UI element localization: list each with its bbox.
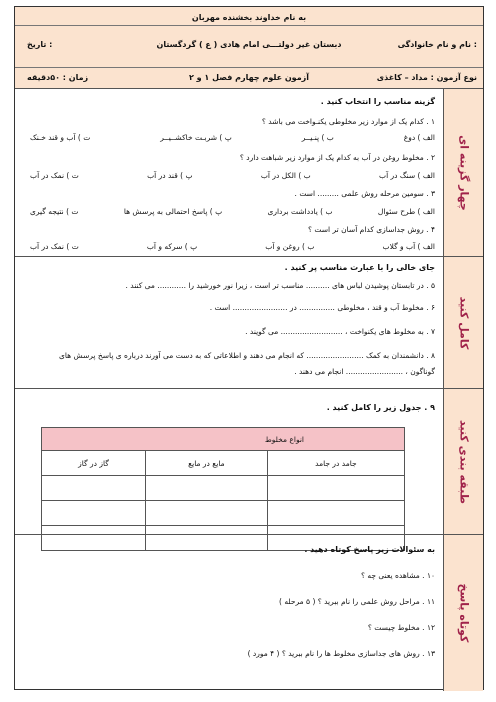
section-side-label: کامل کنید: [443, 257, 483, 388]
question-2: ۲ . مخلوط روغن در آب به کدام یک از موارد زیر شباهت دارد ؟: [239, 153, 435, 162]
option[interactable]: پ ) پاسخ احتمالی به پرسش ها: [123, 207, 223, 216]
option[interactable]: الف ) آب و گلاب: [382, 242, 435, 251]
question-7: ۷ . به مخلوط های یکنواخت ، .......................... می گویند .: [245, 327, 435, 336]
section-side-label: طبقه بندی کنید: [443, 389, 483, 534]
section-title: جای خالی را با عبارت مناسب پر کنید .: [284, 263, 435, 272]
section-multiple-choice: [15, 89, 483, 257]
section-short-answer: [15, 535, 483, 691]
exam-header: [15, 7, 483, 89]
exam-type: نوع آزمون : مداد – کاغذی: [376, 73, 477, 82]
answer-cell[interactable]: [145, 501, 267, 526]
section-title: گزینه مناسب را انتخاب کنید .: [320, 97, 435, 106]
question-2-options: [30, 171, 435, 181]
option[interactable]: الف ) دوغ: [403, 133, 435, 142]
table-caption: انواع مخلوط: [42, 428, 405, 451]
question-12: ۱۲ . مخلوط چیست ؟: [367, 623, 435, 632]
question-5: ۵ . در تابستان پوشیدن لباس های .......... مناسب تر است ، زیرا نور خورشید را ............ می کنند .: [125, 281, 435, 290]
section-side-label: چهار گزینه ای: [443, 89, 483, 256]
exam-time: زمان : ۵۰دقیقه: [27, 73, 89, 82]
question-6: ۶ . مخلوط آب و قند ، مخلوطی ............... در ....................... است .: [209, 303, 435, 312]
option[interactable]: ت ) نمک در آب: [30, 171, 79, 180]
question-10: ۱۰ . مشاهده یعنی چه ؟: [360, 571, 435, 580]
question-1-options: [30, 133, 435, 143]
option[interactable]: ب ) الکل در آب: [260, 171, 311, 180]
school-name: دبستان غیر دولتـــی امام هادی ( ع ) گردگستان: [156, 40, 342, 49]
column-header: مایع در مایع: [145, 451, 267, 476]
date-label: تاریخ :: [27, 40, 53, 49]
section-fill-blanks: [15, 257, 483, 389]
section-title: ۹ . جدول زیر را کامل کنید .: [326, 403, 435, 412]
answer-cell[interactable]: [42, 501, 146, 526]
option[interactable]: پ ) قند در آب: [147, 171, 193, 180]
question-3: ۳ . سومین مرحله روش علمی ......... است .: [294, 189, 435, 198]
question-8: ۸ . دانشمندان به کمک ........................ که انجام می دهند و اطلاعاتی که به دست می آورند درباره ی پاسخ پرسش های: [58, 351, 435, 360]
question-1: ۱ . کدام یک از موارد زیر مخلوطی یکنـواخت می باشد ؟: [261, 117, 435, 126]
option[interactable]: ت ) نتیجه گیری: [30, 207, 79, 216]
mixtures-table: [41, 427, 405, 551]
answer-cell[interactable]: [42, 476, 146, 501]
question-11: ۱۱ . مراحل روش علمی را نام ببرید ؟ ( ۵ مرحله ): [279, 597, 435, 606]
section-title: به سئوالات زیر پاسخ کوتاه دهید .: [304, 545, 435, 554]
option[interactable]: الف ) طرح سئوال: [377, 207, 435, 216]
option[interactable]: ب ) روغن و آب: [265, 242, 315, 251]
answer-cell[interactable]: [267, 501, 404, 526]
exam-sheet: [14, 6, 484, 690]
name-label: نام و نام خانوادگی :: [397, 40, 477, 49]
column-header: جامد در جامد: [267, 451, 404, 476]
answer-cell[interactable]: [145, 476, 267, 501]
option[interactable]: پ ) شربـت خاکشــیــر: [160, 133, 232, 142]
option[interactable]: ت ) آب و قند خـنک: [30, 133, 91, 142]
bismillah: به نام خداوند بخشنده مهربان: [191, 13, 307, 22]
table-row: [42, 501, 405, 526]
question-3-options: [30, 207, 435, 217]
question-13: ۱۳ . روش های جداسازی مخلوط ها را نام ببرید ؟ ( ۴ مورد ): [247, 649, 435, 658]
answer-cell[interactable]: [267, 476, 404, 501]
option[interactable]: ت ) نمک در آب: [30, 242, 79, 251]
option[interactable]: الف ) سنگ در آب: [379, 171, 435, 180]
column-header: گاز در گاز: [42, 451, 146, 476]
section-classify: [15, 389, 483, 535]
exam-title: آزمون علوم چهارم فصل ۱ و ۲: [188, 73, 310, 82]
question-4-options: [30, 242, 435, 252]
question-4: ۴ . روش جداسازی کدام آسان تر است ؟: [308, 225, 435, 234]
option[interactable]: پ ) سرکه و آب: [146, 242, 198, 251]
option[interactable]: ب ) پنـیــر: [301, 133, 334, 142]
option[interactable]: ب ) یادداشت برداری: [267, 207, 333, 216]
table-row: [42, 476, 405, 501]
section-side-label: کوتاه پاسخ: [443, 535, 483, 691]
question-8-continued: گوناگون ، ........................ انجام می دهند .: [294, 367, 435, 376]
